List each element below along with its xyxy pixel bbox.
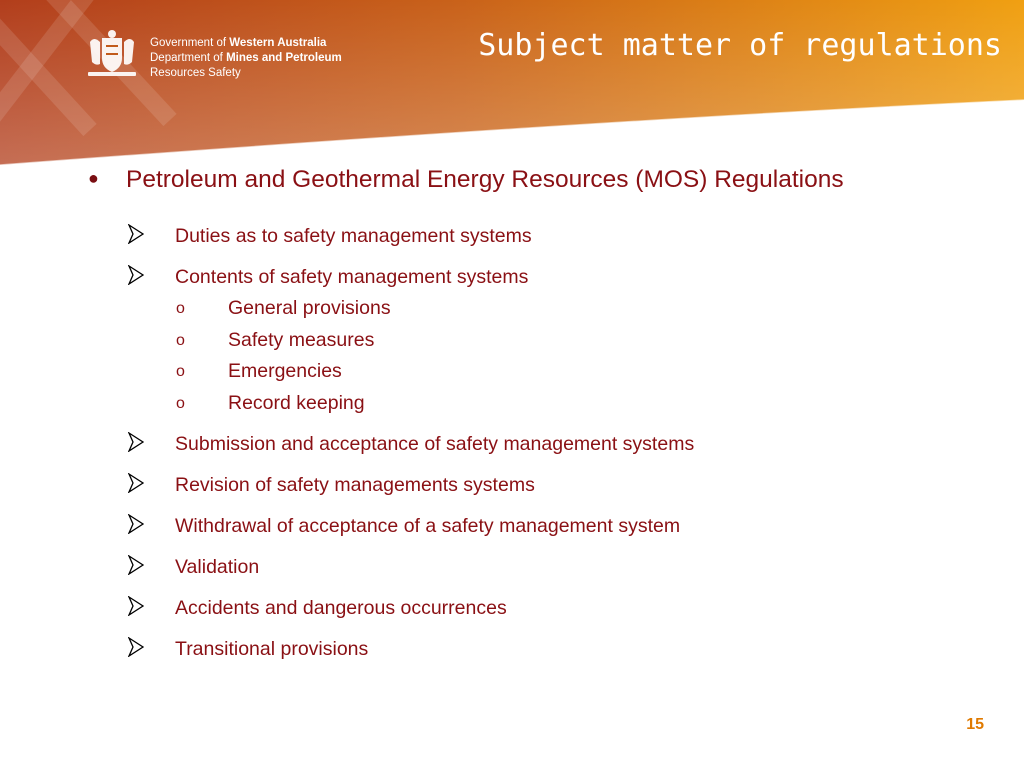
org-line-3: Resources Safety	[150, 67, 241, 79]
list-item	[128, 635, 988, 663]
list-item	[128, 263, 988, 291]
organisation-name	[150, 36, 342, 81]
header-banner	[0, 0, 1024, 170]
arrow-bullet-icon	[128, 265, 144, 285]
page-number: 15	[966, 716, 984, 733]
list-item-label: Contents of safety management systems	[175, 266, 529, 288]
slide-title: Subject matter of regulations	[478, 28, 1002, 63]
main-bullet	[88, 162, 988, 198]
circle-bullet-icon: o	[176, 332, 185, 349]
sub-list-item	[176, 357, 676, 385]
list-item	[128, 512, 988, 540]
arrow-bullet-icon	[128, 224, 144, 244]
sub-list-item-label: Record keeping	[228, 392, 365, 414]
list-item	[128, 553, 988, 581]
list-item-label: Duties as to safety management systems	[175, 225, 532, 247]
sub-list-item	[176, 294, 676, 322]
list-item-label: Withdrawal of acceptance of a safety management system	[175, 515, 681, 537]
sub-list-item-label: Emergencies	[228, 360, 342, 382]
list-item	[128, 222, 988, 250]
sub-list-item-label: Safety measures	[228, 329, 375, 351]
arrow-bullet-icon	[128, 473, 144, 493]
list-item-label: Transitional provisions	[175, 638, 369, 660]
arrow-bullet-icon	[128, 637, 144, 657]
circle-bullet-icon: o	[176, 363, 185, 380]
list-item	[128, 471, 988, 499]
list-item	[128, 594, 988, 622]
list-item-label: Validation	[175, 556, 260, 578]
government-logo	[84, 28, 344, 88]
arrow-bullet-icon	[128, 596, 144, 616]
arrow-bullet-icon	[128, 432, 144, 452]
org-line-1: Government of Western Australia	[150, 37, 327, 49]
sub-list-item	[176, 326, 676, 354]
arrow-bullet-icon	[128, 555, 144, 575]
circle-bullet-icon: o	[176, 300, 185, 317]
list-item-label: Submission and acceptance of safety management systems	[175, 433, 695, 455]
org-line-2: Department of Mines and Petroleum	[150, 52, 342, 64]
sub-list-item	[176, 389, 676, 417]
list-item-label: Revision of safety managements systems	[175, 474, 535, 496]
bullet-dot-icon: ●	[88, 168, 99, 188]
list-item	[128, 430, 988, 458]
list-item-label: Accidents and dangerous occurrences	[175, 597, 507, 619]
sub-list-item-label: General provisions	[228, 297, 391, 319]
crest-icon	[84, 28, 140, 80]
circle-bullet-icon: o	[176, 395, 185, 412]
main-bullet-text: Petroleum and Geothermal Energy Resources (MOS) Regulations	[126, 166, 844, 193]
arrow-bullet-icon	[128, 514, 144, 534]
